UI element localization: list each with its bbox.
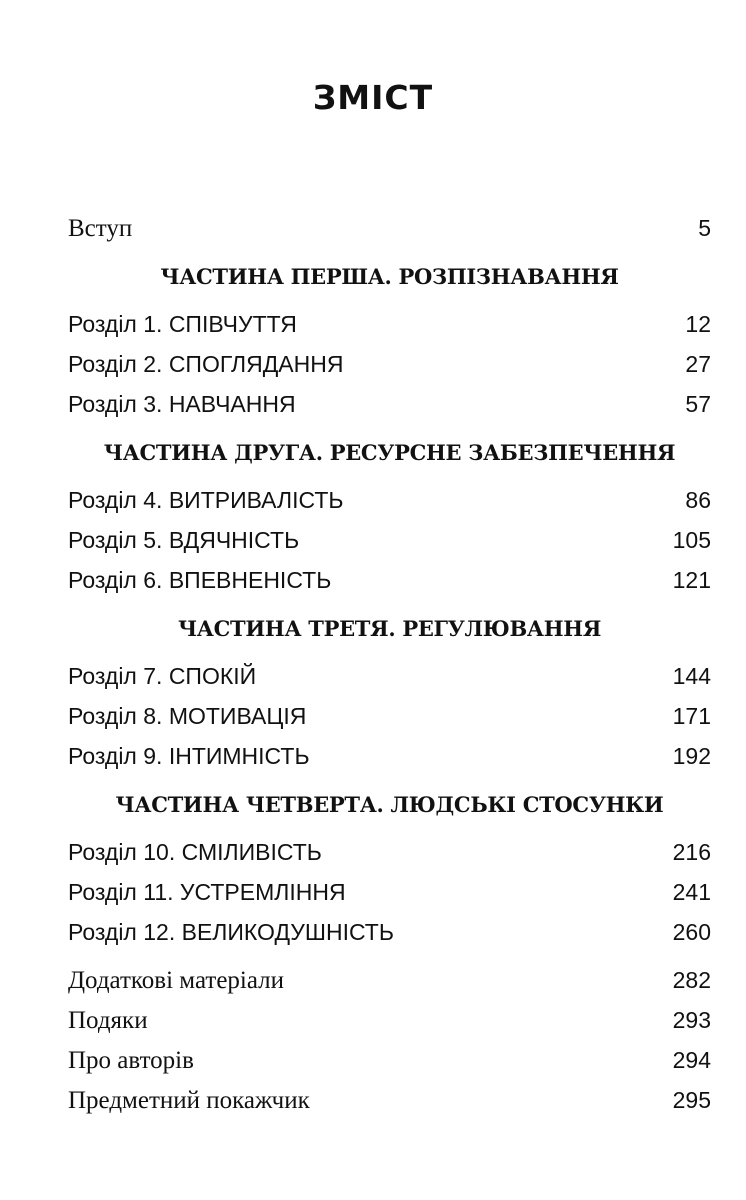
toc-entry-back-matter	[68, 960, 711, 1000]
toc-entry-chapter	[68, 304, 711, 344]
toc-entry-label: Розділ 10. СМІЛИВІСТЬ	[68, 839, 322, 865]
toc-entry-back-matter	[68, 1000, 711, 1040]
toc-entry-chapter	[68, 560, 711, 600]
toc-entry-label: Вступ	[68, 215, 133, 242]
toc-entry-page: 5	[698, 215, 711, 241]
page-title: ЗМІСТ	[312, 78, 434, 117]
toc-entry-page: 57	[685, 391, 711, 417]
toc-entry-chapter	[68, 872, 711, 912]
spacer	[68, 952, 711, 960]
toc-entry-chapter	[68, 832, 711, 872]
toc-entry-page: 293	[672, 1007, 711, 1033]
part-heading: ЧАСТИНА ТРЕТЯ. РЕГУЛЮВАННЯ	[177, 616, 602, 641]
toc-entry-chapter	[68, 384, 711, 424]
toc-entry-label: Подяки	[68, 1007, 148, 1034]
toc-entry-page: 192	[672, 743, 711, 769]
part-heading: ЧАСТИНА ЧЕТВЕРТА. ЛЮДСЬКІ СТОСУНКИ	[115, 792, 664, 817]
toc-entry-label: Предметний покажчик	[68, 1087, 310, 1114]
toc-entry-page: 12	[685, 311, 711, 337]
toc-entry-page: 171	[672, 703, 711, 729]
toc-entry-label: Розділ 8. МОТИВАЦІЯ	[68, 703, 307, 729]
toc-entry-chapter	[68, 912, 711, 952]
toc-entry-chapter	[68, 480, 711, 520]
toc-entry-chapter	[68, 520, 711, 560]
toc-entry-page: 27	[685, 351, 711, 377]
part-heading: ЧАСТИНА ПЕРША. РОЗПІЗНАВАННЯ	[160, 264, 619, 289]
toc-entry-label: Розділ 11. УСТРЕМЛІННЯ	[68, 879, 346, 905]
toc-entry-chapter	[68, 656, 711, 696]
toc-entry-chapter	[68, 696, 711, 736]
toc-entry-label: Розділ 4. ВИТРИВАЛІСТЬ	[68, 487, 344, 513]
toc-entry-chapter	[68, 344, 711, 384]
toc-entry-chapter	[68, 736, 711, 776]
toc-entry-back-matter	[68, 1040, 711, 1080]
part-heading: ЧАСТИНА ДРУГА. РЕСУРСНЕ ЗАБЕЗПЕЧЕННЯ	[103, 440, 676, 465]
toc-entry-label: Розділ 1. СПІВЧУТТЯ	[68, 311, 297, 337]
toc-entry-page: 282	[672, 967, 711, 993]
toc-entry-page: 260	[672, 919, 711, 945]
toc-entry-label: Додаткові матеріали	[68, 967, 285, 994]
toc-entry-page: 216	[672, 839, 711, 865]
toc-entry-label: Про авторів	[68, 1047, 194, 1074]
toc-entry-label: Розділ 9. ІНТИМНІСТЬ	[68, 743, 310, 769]
toc-entry-page: 121	[672, 567, 711, 593]
table-of-contents	[68, 208, 711, 1120]
toc-entry-label: Розділ 5. ВДЯЧНІСТЬ	[68, 527, 300, 553]
toc-entry-back-matter	[68, 1080, 711, 1120]
toc-entry-label: Розділ 12. ВЕЛИКОДУШНІСТЬ	[68, 919, 394, 945]
toc-entry-label: Розділ 3. НАВЧАННЯ	[68, 391, 296, 417]
toc-entry-intro	[68, 208, 711, 248]
toc-entry-label: Розділ 7. СПОКІЙ	[68, 663, 257, 689]
toc-entry-page: 295	[672, 1087, 711, 1113]
toc-entry-page: 86	[685, 487, 711, 513]
toc-entry-page: 241	[672, 879, 711, 905]
toc-entry-label: Розділ 2. СПОГЛЯДАННЯ	[68, 351, 344, 377]
toc-entry-page: 294	[672, 1047, 711, 1073]
toc-entry-label: Розділ 6. ВПЕВНЕНІСТЬ	[68, 567, 332, 593]
toc-entry-page: 105	[672, 527, 711, 553]
toc-entry-page: 144	[672, 663, 711, 689]
